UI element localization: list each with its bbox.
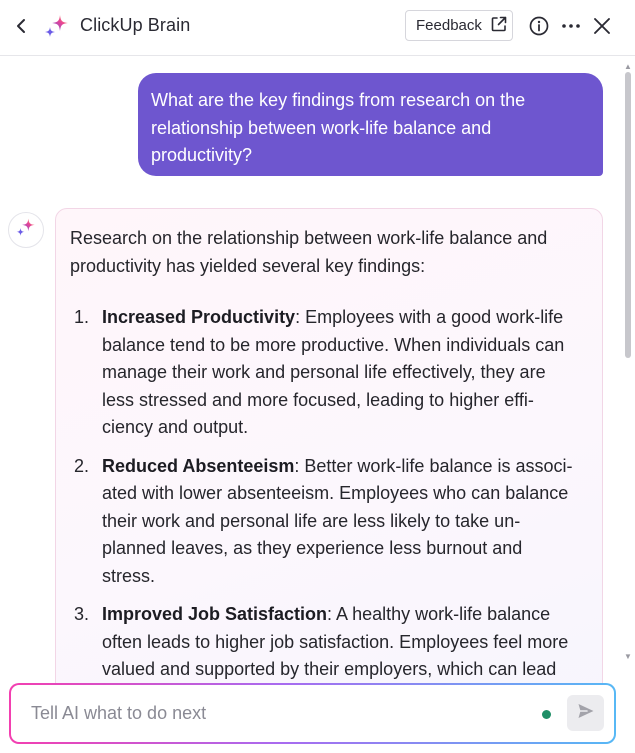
finding-text: : Better work-life balance is associ-ated with lower absenteeism. Employees who can balance their work and personal life are less likely to take un-planned leaves, as they experience less burnout and stress. [102, 455, 573, 586]
header-bar [0, 0, 635, 56]
feedback-label: Feedback [416, 17, 482, 34]
scroll-down-icon[interactable]: ▼ [624, 652, 632, 661]
send-button[interactable] [567, 695, 604, 731]
sparkle-icon [43, 13, 71, 41]
ai-avatar [8, 212, 44, 248]
conversation-area[interactable] [0, 57, 635, 679]
list-number: 1. [73, 307, 89, 327]
list-item [70, 304, 588, 442]
external-link-icon [490, 15, 508, 37]
sparkle-icon [15, 217, 37, 244]
status-dot [542, 710, 551, 719]
composer [9, 683, 616, 744]
finding-text: : Employees with a good work-life balance tend to be more productive. When individuals can manage their work and personal life effectively, they are less stressed and more focused, leading to higher effi-ciency and output. [102, 307, 565, 437]
scrollbar-thumb[interactable] [625, 72, 631, 358]
send-icon [576, 701, 596, 726]
list-number: 3. [73, 604, 89, 624]
feedback-button[interactable] [405, 10, 513, 41]
list-number: 2. [73, 455, 89, 476]
scrollbar[interactable] [622, 62, 634, 662]
composer-inner [11, 685, 614, 742]
finding-title: Reduced Absenteeism [102, 455, 295, 476]
chevron-left-icon[interactable] [10, 14, 32, 38]
prompt-input[interactable] [31, 685, 511, 742]
close-icon[interactable] [591, 15, 613, 37]
list-item-body [102, 304, 577, 442]
scroll-up-icon[interactable]: ▲ [624, 62, 632, 71]
page-title: ClickUp Brain [80, 15, 191, 35]
list-item-body [102, 601, 577, 684]
info-icon[interactable] [528, 15, 550, 37]
finding-text: : A healthy work-life balance often leads to higher job satisfaction. Employees feel more valued and supported by their employers, which can lead [102, 604, 569, 679]
ai-intro-text: Research on the relationship between work-life balance and productivity has yielded several key findings: [70, 228, 548, 276]
more-icon[interactable] [560, 15, 582, 37]
list-item [70, 453, 588, 591]
ai-message [55, 208, 603, 728]
finding-title: Improved Job Satisfaction [102, 604, 328, 624]
user-message: What are the key findings from research on the relationship between work-life balance and productivity? [138, 73, 603, 176]
list-item [70, 601, 588, 684]
finding-title: Increased Productivity [102, 307, 296, 327]
list-item-body [102, 453, 577, 591]
